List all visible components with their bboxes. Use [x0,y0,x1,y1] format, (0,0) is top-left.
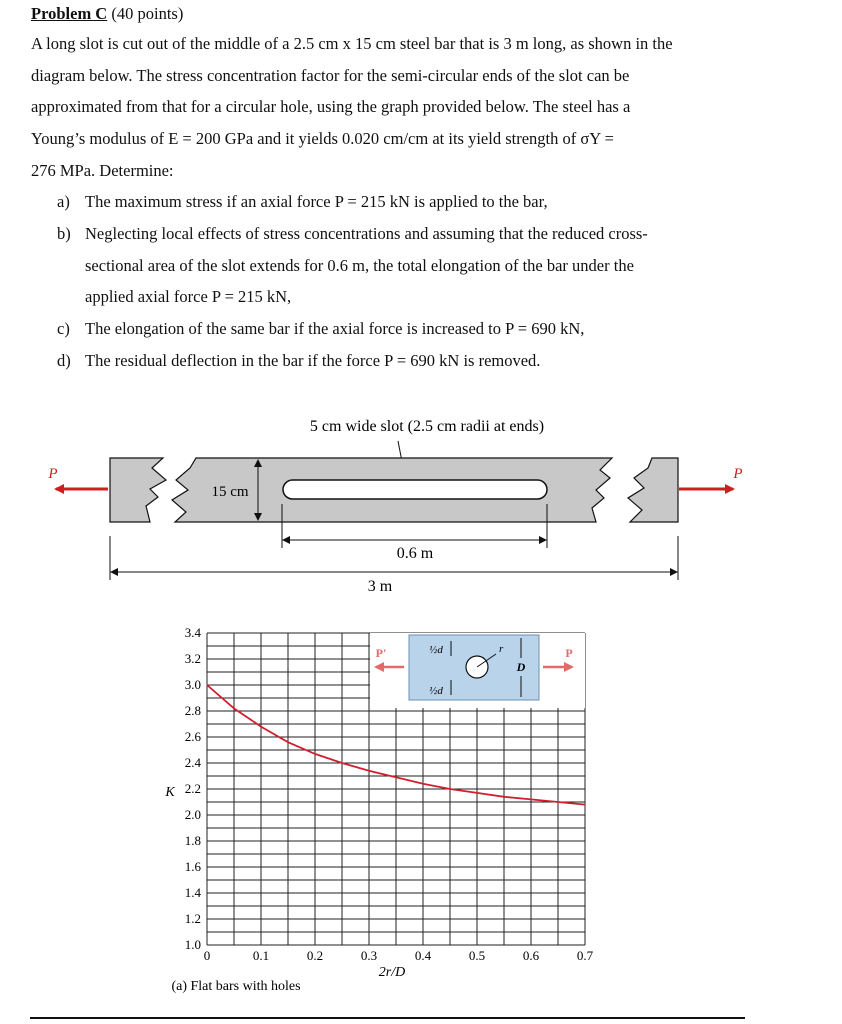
chart-inset [370,633,585,708]
problem-points: (40 points) [111,4,184,23]
part-b-line: Neglecting local effects of stress concentrations and assuming that the reduced cross- [85,224,648,243]
y-tick-label: 3.0 [184,677,201,692]
x-tick-label: 0.6 [522,948,540,963]
force-label-left: P [48,466,58,482]
intro-line: 276 MPa. Determine: [31,161,174,180]
x-tick-label: 0.7 [576,948,594,963]
y-tick-label: 3.4 [184,625,201,640]
chart-caption-text: (a) Flat bars with holes [171,979,301,994]
inset-half-d-top: ½d [429,644,443,656]
inset-p: P [565,646,573,660]
chart-caption [171,979,300,994]
y-tick-label: 1.4 [184,885,201,900]
y-tick-label: 1.2 [184,911,201,926]
x-tick-label: 0.2 [306,948,324,963]
problem-title: Problem C [31,4,108,23]
part-b-line: applied axial force P = 215 kN, [85,287,292,306]
force-label-right: P [733,466,743,482]
y-tick-label: 2.0 [184,807,201,822]
slot-length-label: 0.6 m [396,545,434,562]
inset-r: r [499,643,504,655]
x-tick-label: 0 [203,948,211,963]
y-tick-label: 2.8 [184,703,201,718]
part-b-line: sectional area of the slot extends for 0.6 m, the total elongation of the bar under the [85,256,634,275]
y-tick-label: 1.0 [184,937,201,952]
y-tick-label: 2.4 [184,755,201,770]
width-label: 15 cm [211,484,249,500]
y-tick-label: 1.6 [184,859,201,874]
bottom-rule [30,1017,745,1019]
x-tick-label: 0.3 [360,948,378,963]
intro-line: Young’s modulus of E = 200 GPa and it yields 0.020 cm/cm at its yield strength of σY = [31,129,614,148]
x-tick-label: 0.5 [468,948,486,963]
intro-line: diagram below. The stress concentration factor for the semi-circular ends of the slot can be [31,66,630,85]
intro-line: approximated from that for a circular hole, using the graph provided below. The steel has a [31,97,631,116]
part-a-line: The maximum stress if an axial force P = 215 kN is applied to the bar, [85,192,548,211]
total-length-label: 3 m [367,578,393,595]
y-tick-label: 2.2 [184,781,201,796]
y-tick-label: 3.2 [184,651,201,666]
inset-half-d-bottom: ½d [429,685,443,697]
x-tick-label: 0.1 [252,948,270,963]
y-axis-label: K [165,785,175,800]
slot-label: 5 cm wide slot (2.5 cm radii at ends) [309,418,545,435]
part-label-b: b) [57,224,71,243]
intro-line: A long slot is cut out of the middle of a 2.5 cm x 15 cm steel bar that is 3 m long, as shown in the [31,34,673,53]
inset-p-prime: P' [375,646,387,660]
x-axis-label: 2r/D [378,965,406,980]
x-tick-label: 0.4 [414,948,432,963]
y-tick-label: 1.8 [184,833,201,848]
y-tick-label: 2.6 [184,729,201,744]
part-label-d: d) [57,351,71,370]
part-c-line: The elongation of the same bar if the axial force is increased to P = 690 kN, [85,319,585,338]
inset-D: D [516,660,526,674]
part-label-a: a) [57,192,70,211]
part-d-line: The residual deflection in the bar if the force P = 690 kN is removed. [85,351,541,370]
part-label-c: c) [57,319,70,338]
